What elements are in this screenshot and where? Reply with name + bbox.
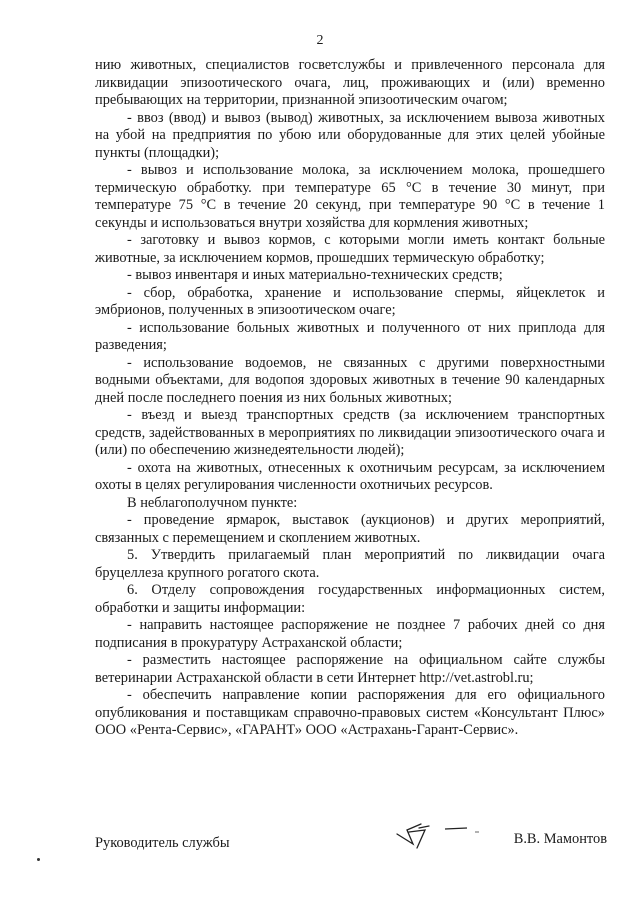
signatory-title: Руководитель службы xyxy=(95,835,230,851)
paragraph: - сбор, обработка, хранение и использование спермы, яйцеклеток и эмбрионов, полученных в эпизоотическом очаге; xyxy=(95,284,605,318)
signature-block xyxy=(95,820,607,860)
paragraph: - въезд и выезд транспортных средств (за исключением транспортных средств, задействованных в мероприятиях по ликвидации эпизоотического очага и (или) по обеспечению жизнедеятельности людей); xyxy=(95,407,605,458)
paragraph: 6. Отделу сопровождения государственных информационных систем, обработки и защиты информации: xyxy=(95,582,605,616)
signatory-name: В.В. Мамонтов xyxy=(513,831,607,847)
paragraph: - обеспечить направление копии распоряжения для его официального опубликования и поставщикам справочно-правовых систем «Консультант Плюс» ООО «Рента-Сервис», «ГАРАНТ» ООО «Астрахань-Гарант-Сервис». xyxy=(95,687,605,738)
document-body xyxy=(95,57,605,740)
paragraph: - использование водоемов, не связанных с другими поверхностными водными объектами, для водопоя здоровых животных в течение 90 календарных дней после последнего поения из них больных животных; xyxy=(95,354,605,406)
paragraph: - ввоз (ввод) и вывоз (вывод) животных, за исключением вывоза животных на убой на предприятия по убою или оборудованные для этих целей убойные пункты (площадки); xyxy=(95,109,605,161)
handwritten-signature xyxy=(395,820,485,852)
paragraph: - вывоз и использование молока, за исключением молока, прошедшего термическую обработку. при температуре 65 °С в течение 30 минут, при температуре 75 °С в течение 20 секунд, при температуре 90 °С в течение 1 секунды и использоваться внутри хозяйства для кормления животных; xyxy=(95,162,605,231)
paragraph: - охота на животных, отнесенных к охотничьим ресурсам, за исключением охоты в целях регулирования численности охотничьих ресурсов. xyxy=(95,459,605,493)
paragraph: нию животных, специалистов госветслужбы и привлеченного персонала для ликвидации эпизоотического очага, лиц, проживающих и (или) временно пребывающих на территории, признанной эпизоотическим очагом; xyxy=(95,57,605,108)
paragraph: В неблагополучном пункте: xyxy=(127,494,298,511)
scan-speck xyxy=(37,858,40,861)
paragraph: - вывоз инвентаря и иных материально-технических средств; xyxy=(127,267,503,283)
paragraph: 5. Утвердить прилагаемый план мероприятий по ликвидации очага бруцеллеза крупного рогатого скота. xyxy=(95,547,605,581)
page-number: 2 xyxy=(316,33,324,48)
paragraph: - проведение ярмарок, выставок (аукционов) и других мероприятий, связанных с перемещением и скоплением животных. xyxy=(95,512,605,546)
paragraph: - направить настоящее распоряжение не позднее 7 рабочих дней со дня подписания в прокуратуру Астраханской области; xyxy=(95,617,605,651)
paragraph: - разместить настоящее распоряжение на официальном сайте службы ветеринарии Астраханской области в сети Интернет http://vet.astrobl.ru; xyxy=(95,652,605,686)
paragraph: - использование больных животных и полученного от них приплода для разведения; xyxy=(95,319,605,353)
paragraph: - заготовку и вывоз кормов, с которыми могли иметь контакт больные животные, за исключением кормов, прошедших термическую обработку; xyxy=(95,232,605,266)
